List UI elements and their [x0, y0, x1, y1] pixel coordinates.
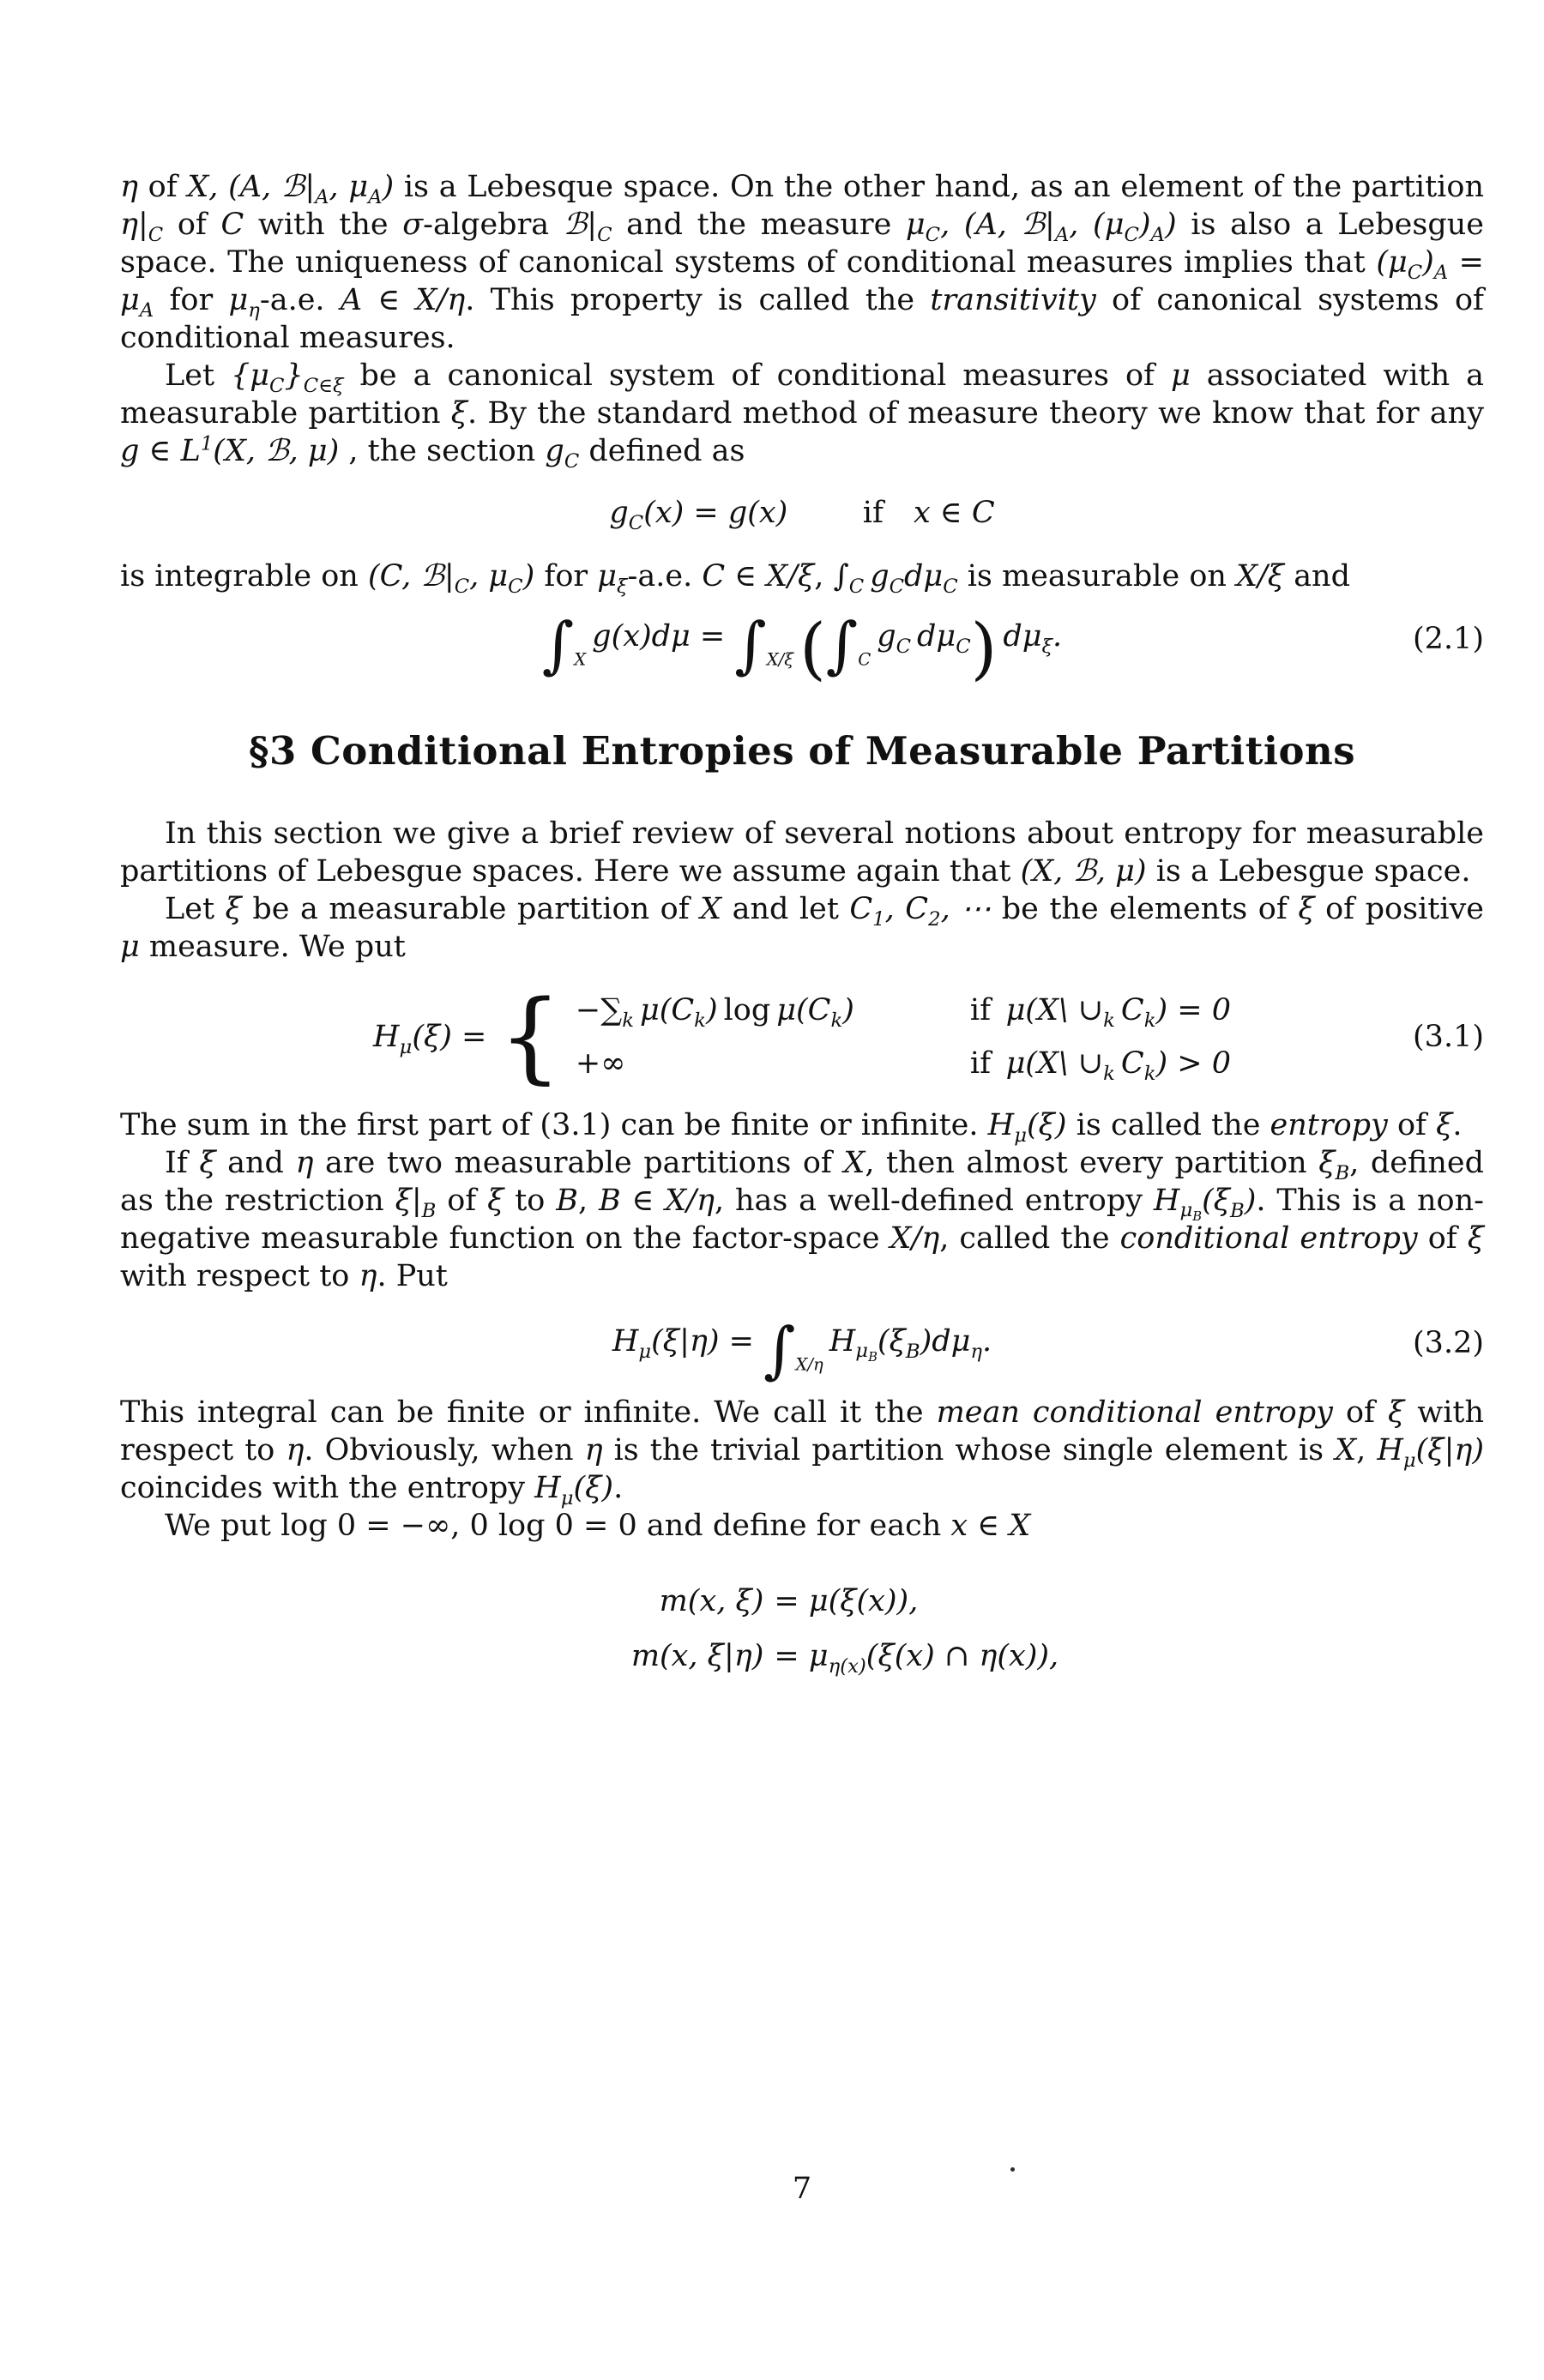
equation-3-1-lhs: $H_\mu(\xi)$ =: [373, 1019, 487, 1058]
paragraph-log-convention: We put log 0 = −∞, 0 log 0 = 0 and define for each x ∈ X: [165, 1509, 1031, 1544]
scan-speck: [1010, 2167, 1015, 2172]
paragraph-mean-conditional-entropy: This integral can be finite or infinite. We call it the mean conditional entropy of ξ with respect to η. Obviously, when η is the trivial partition whose single element is X, $H_\mu(\xi|\eta)$ coincides with the entropy $H_\mu(\xi)$.: [120, 1395, 1485, 1510]
page-content: [120, 168, 1485, 1678]
case-1-condition: if μ(X\ $\cup_k$ $C_k) = 0$: [969, 992, 1231, 1032]
equation-section-gc: [120, 494, 1484, 532]
paragraph-canonical-system: Let $\{\mu_C\}_{C\in\xi}$ be a canonical system of conditional measures of μ associated with a measurable partition ξ. By the standard method of measure theory we know that for any g ∈ $L^1(X$, ℬ, μ) , the section $g_C$ defined as: [120, 359, 1484, 473]
equation-number-2-1: (2.1): [1413, 621, 1484, 656]
equation-m-xi-rhs: = μ(ξ(x)),: [774, 1584, 919, 1619]
equation-number-3-1: (3.1): [1413, 1019, 1484, 1054]
section-heading: §3 Conditional Entropies of Measurable Partitions: [248, 727, 1356, 774]
paragraph-partition-elements: Let ξ be a measurable partition of X and let $C_1$, $C_2$, ⋯ be the elements of ξ of positive μ measure. We put: [120, 891, 1485, 964]
equation-m-xi-lhs: m(x, ξ): [659, 1584, 764, 1619]
equation-2-1-body: $\int_X$ $g(x)d\mu = \int_{X/\xi}$ ($\int_C$ $g_C$ $d\mu_C$) $d\mu_\xi$.: [541, 608, 1063, 688]
case-2-condition: if μ(X\ $\cup_k$ $C_k) > 0$: [969, 1045, 1231, 1085]
m-equations-grid: [630, 1582, 1059, 1678]
equation-gc-body: $g_C(x) = g(x)$ if x ∈ C: [609, 496, 995, 534]
equation-m-definitions: [163, 1582, 1527, 1678]
paragraph-conditional-entropy: If ξ and η are two measurable partitions of X, then almost every partition $\xi_B$, defined as the restriction $\xi|_B$ of ξ to B, B ∈ X/η, has a well-defined entropy $H_{\mu_B}(\xi_B)$. This is a non-negative measurable function on the factor-space X/η, called the conditional entropy of ξ with respect to η. Put: [120, 1145, 1485, 1293]
paragraph-integrable: is integrable on (C, $ℬ|_C$, $\mu_C$) for $\mu_\xi-a.e$. C ∈ X/ξ, $\int_C$ $g_Cd\mu_C$ is measurable on X/ξ and: [120, 559, 1351, 598]
case-2-value: +∞: [575, 1045, 626, 1081]
equation-2-1: [120, 608, 1484, 688]
case-1-value: $-\sum_k$ $\mu(C_k)$ $\log \mu(C_k)$: [575, 992, 854, 1032]
equation-m-xi-eta-lhs: m(x, ξ|η): [630, 1639, 764, 1674]
equation-3-2: [120, 1313, 1484, 1386]
equation-m-xi-eta-rhs: = $\mu_{\eta(x)}(\xi(x)$ ∩ η(x)),: [774, 1639, 1059, 1678]
equation-3-1: [120, 979, 1484, 1094]
equation-3-2-body: $H_\mu(\xi|\eta) = \int_{X/\eta}$ $H_{\mu_B}(\xi_B)d\mu_\eta$.: [612, 1313, 992, 1386]
equation-3-1-body: $H_\mu(\xi)$ = { $-\sum_k$ $\mu(C_k)$ $\log \mu(C_k)$ if μ(X\ $\cup_k$ $C_k) = 0$ +∞ if μ(X\ $\cup_k$ $C_k) > 0$: [373, 979, 1231, 1094]
paragraph-section-intro: In this section we give a brief review of several notions about entropy for measurable partitions of Lebesgue spaces. Here we assume again that (X, ℬ, μ) is a Lebesgue space.: [120, 816, 1484, 889]
equation-number-3-2: (3.2): [1413, 1326, 1484, 1361]
paragraph-lebesgue-transitivity: η of X, (A, $ℬ|_A$, $\mu_A$) is a Lebesque space. On the other hand, as an element of the partition $\eta|_C$ of C with the σ-algebra $ℬ|_C$ and the measure $\mu_C$, (A, $ℬ|_A$, $(\mu_C)_A$) is also a Lebesgue space. The uniqueness of canonical systems of conditional measures implies that $(\mu_C)_A = \mu_A$ for $\mu_\eta-a.e$. A ∈ X/η. This property is called the transitivity of canonical systems of conditional measures.: [120, 170, 1485, 355]
cases-grid: [575, 991, 1231, 1085]
paragraph-entropy-definition: The sum in the first part of (3.1) can be finite or infinite. $H_\mu(\xi)$ is called the entropy of ξ.: [120, 1107, 1463, 1147]
page-number: 7: [792, 2172, 812, 2206]
